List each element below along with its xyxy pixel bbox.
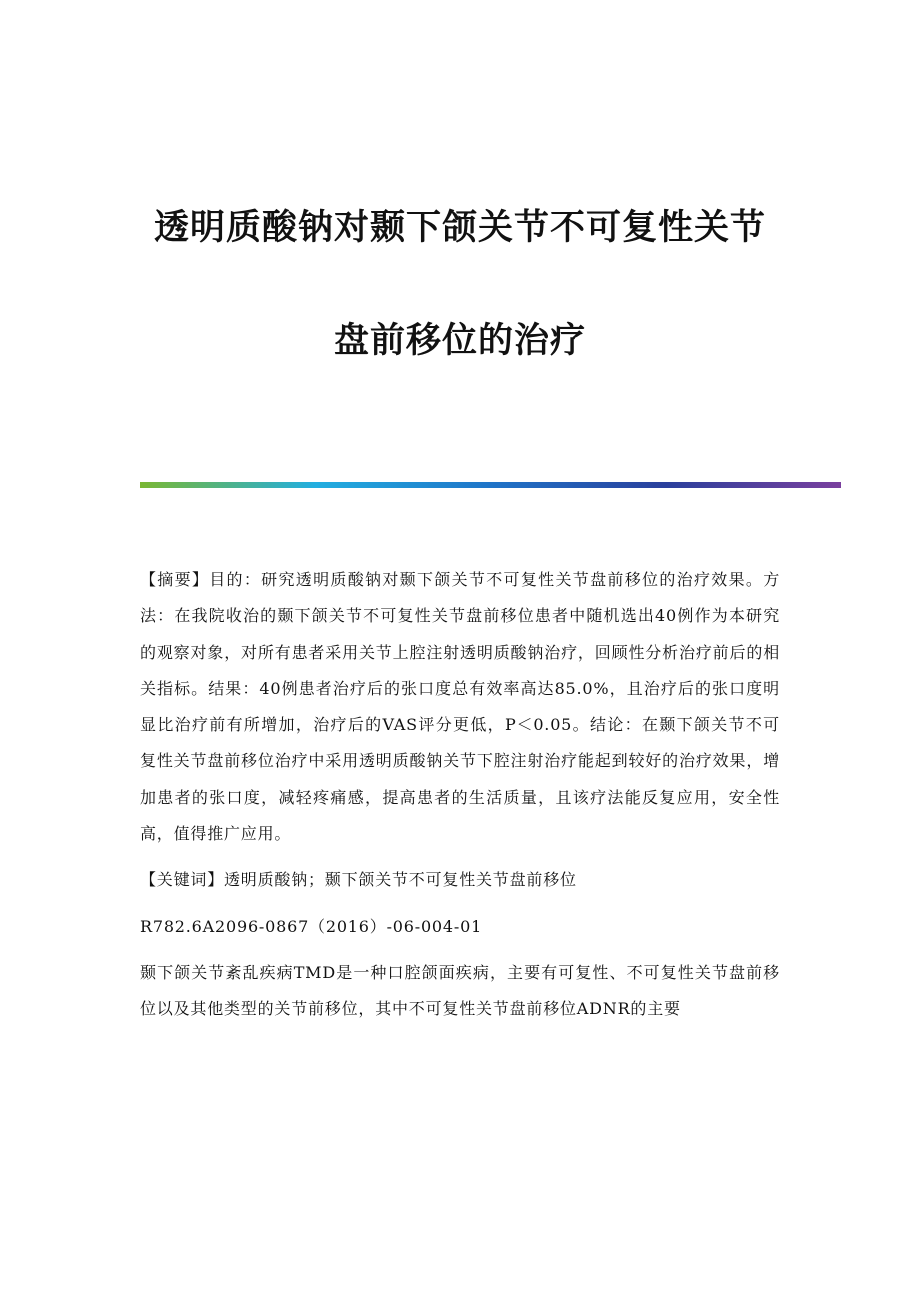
title-line-2: 盘前移位的治疗	[333, 321, 586, 361]
gradient-divider	[140, 482, 841, 488]
document-title	[0, 208, 920, 361]
title-line-1: 透明质酸钠对颞下颌关节不可复性关节	[153, 208, 766, 248]
document-body	[140, 562, 780, 1028]
classification-code: R782.6A2096-0867（2016）-06-004-01	[140, 916, 483, 936]
abstract-paragraph: 【摘要】目的：研究透明质酸钠对颞下颌关节不可复性关节盘前移位的治疗效果。方法：在我院收治的颞下颌关节不可复性关节盘前移位患者中随机选出40例作为本研究的观察对象，对所有患者采用关节上腔注射透明质酸钠治疗，回顾性分析治疗前后的相关指标。结果：40例患者治疗后的张口度总有效率高达85.0%，且治疗后的张口度明显比治疗前有所增加，治疗后的VAS评分更低，P＜0.05。结论：在颞下颌关节不可复性关节盘前移位治疗中采用透明质酸钠关节下腔注射治疗能起到较好的治疗效果，增加患者的张口度，减轻疼痛感，提高患者的生活质量，且该疗法能反复应用，安全性高，值得推广应用。	[140, 570, 780, 844]
keywords-paragraph: 【关键词】透明质酸钠；颞下颌关节不可复性关节盘前移位	[140, 870, 577, 890]
intro-paragraph: 颞下颌关节紊乱疾病TMD是一种口腔颌面疾病，主要有可复性、不可复性关节盘前移位以及其他类型的关节前移位，其中不可复性关节盘前移位ADNR的主要	[140, 962, 780, 1019]
